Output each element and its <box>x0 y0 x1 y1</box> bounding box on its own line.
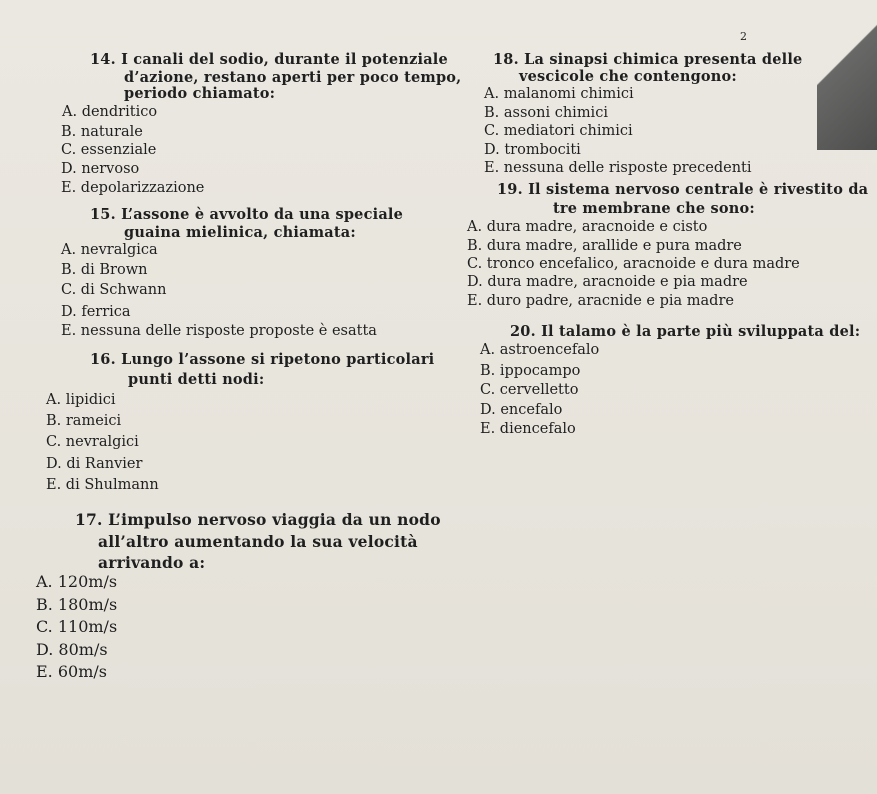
question-16-line-2: punti detti nodi: <box>128 371 265 388</box>
q19-option-c: C. tronco encefalico, aracnoide e dura madre <box>467 256 800 272</box>
question-14-stem-3 <box>124 86 275 101</box>
q17-option-b: B. 180m/s <box>36 595 118 614</box>
question-14-stem-2 <box>124 70 461 85</box>
q20-option-e: E. diencefalo <box>480 421 576 437</box>
q20-option-b: B. ippocampo <box>480 363 581 379</box>
question-15-stem-2 <box>124 225 356 240</box>
q15-option-c: C. di Schwann <box>61 282 167 298</box>
q19-option-a: A. dura madre, aracnoide e cisto <box>467 219 708 235</box>
q14-option-a: A. dendritico <box>62 104 158 120</box>
q19-option-d: D. dura madre, aracnoide e pia madre <box>467 274 748 290</box>
q16-option-d: D. di Ranvier <box>46 456 143 472</box>
question-15-line-2: guaina mielinica, chiamata: <box>124 224 356 241</box>
question-14-line-3: periodo chiamato: <box>124 85 276 102</box>
q14-option-d: D. nervoso <box>61 161 140 177</box>
q16-option-b: B. rameici <box>46 413 122 429</box>
question-14-stem <box>90 52 448 67</box>
q15-option-b: B. di Brown <box>61 262 148 278</box>
question-19-stem-2 <box>553 201 755 216</box>
question-14-line-2: d’azione, restano aperti per poco tempo, <box>124 69 462 86</box>
q14-option-c: C. essenziale <box>61 142 157 158</box>
q15-option-e: E. nessuna delle risposte proposte è esatta <box>61 323 377 339</box>
q18-option-c: C. mediatori chimici <box>484 123 633 139</box>
q18-option-d: D. trombociti <box>484 142 581 158</box>
q17-option-d: D. 80m/s <box>36 640 108 659</box>
question-16-line-1: 16. Lungo l’assone si ripetono particolari <box>90 351 435 368</box>
question-18-stem-2 <box>519 69 737 84</box>
q17-option-e: E. 60m/s <box>36 662 107 681</box>
question-19-stem <box>497 182 868 197</box>
question-18-line-1: 18. La sinapsi chimica presenta delle <box>493 51 803 68</box>
q15-option-d: D. ferrica <box>61 304 131 320</box>
q19-option-b: B. dura madre, arallide e pura madre <box>467 238 742 254</box>
q16-option-a: A. lipidici <box>46 392 116 408</box>
question-14-line-1: 14. I canali del sodio, durante il potenziale <box>90 51 448 68</box>
q16-option-e: E. di Shulmann <box>46 477 159 493</box>
q14-option-e: E. depolarizzazione <box>61 180 205 196</box>
q20-option-d: D. encefalo <box>480 402 563 418</box>
question-15-line-1: 15. L’assone è avvolto da una speciale <box>90 206 404 223</box>
question-18-stem <box>493 52 802 67</box>
question-20-stem <box>510 324 860 339</box>
q15-option-a: A. nevralgica <box>61 242 158 258</box>
question-17-line-3: arrivando a: <box>98 553 206 572</box>
question-17-line-1: 17. L’impulso nervoso viaggia da un nodo <box>75 510 441 529</box>
q19-option-e: E. duro padre, aracnide e pia madre <box>467 293 734 309</box>
question-16-stem-2 <box>128 372 264 387</box>
q14-option-b: B. naturale <box>61 124 143 140</box>
question-17-line-2: all’altro aumentando la sua velocità <box>98 532 418 551</box>
q16-option-c: C. nevralgici <box>46 434 139 450</box>
question-15-stem <box>90 207 408 222</box>
q20-option-c: C. cervelletto <box>480 382 579 398</box>
question-16-stem <box>90 352 434 367</box>
q18-option-e: E. nessuna delle risposte precedenti <box>484 160 752 176</box>
question-20-line-1: 20. Il talamo è la parte più sviluppata del: <box>510 323 861 340</box>
q20-option-a: A. astroencefalo <box>480 342 600 358</box>
question-17-stem-2 <box>98 534 418 550</box>
question-19-line-2: tre membrane che sono: <box>553 200 755 217</box>
q18-option-b: B. assoni chimici <box>484 105 608 121</box>
q18-option-a: A. malanomi chimici <box>484 86 634 102</box>
question-18-line-2: vescicole che contengono: <box>519 68 737 85</box>
question-17-stem <box>75 512 441 528</box>
q17-option-c: C. 110m/s <box>36 617 118 636</box>
q17-option-a: A. 120m/s <box>36 572 118 591</box>
page-number: 2 <box>740 30 747 43</box>
scan-edge-shadow <box>817 0 877 150</box>
question-19-line-1: 19. Il sistema nervoso centrale è rivestito da <box>497 181 869 198</box>
question-17-stem-3 <box>98 555 205 571</box>
